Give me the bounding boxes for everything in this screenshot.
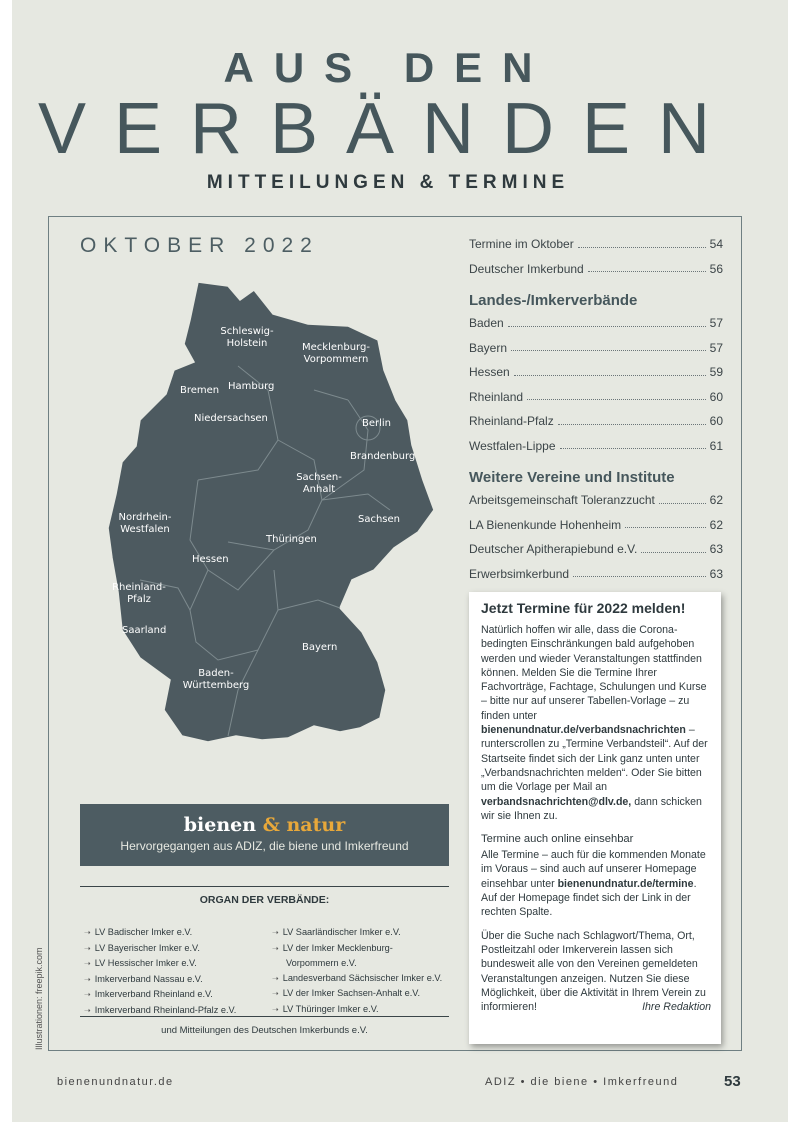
toc-section-heading: Weitere Vereine und Institute [469,469,675,486]
germany-map [78,270,468,800]
list-item: ➝ LV der Imker Mecklenburg- [272,942,393,953]
list-item: ➝ LV Saarländischer Imker e.V. [272,927,401,937]
organ-list-right [272,925,442,1018]
list-item: ➝ Imkerverband Nassau e.V. [84,973,203,984]
info-subheading: Termine auch online einsehbar [481,833,634,846]
map-label-thueringen: Thüringen [266,534,317,545]
page-title: VERBÄNDEN [37,89,739,169]
map-label-saarland: Saarland [122,625,167,636]
toc-entry[interactable]: LA Bienenkunde Hohenheim 62 [469,517,723,532]
issue-month: OKTOBER 2022 [80,234,319,257]
brand-banner [80,804,449,866]
info-paragraph: Über die Suche nach Schlagwort/Thema, Ort, Postleitzahl oder Imkerverein lassen sich bundesweit alle von den Vereinen gemeldeten Veranstaltungen anzeigen. Nutzen Sie diese Möglichkeit, über die Aktivität in Ihrem Verein zu informieren! Ihre Redaktion [481,929,711,1014]
page-subtitle: MITTEILUNGEN & TERMINE [206,172,570,193]
list-item: ➝ LV der Imker Sachsen-Anhalt e.V. [272,988,421,999]
list-item: ➝ LV Thüringer Imker e.V. [272,1003,379,1014]
map-label-rheinland-pfalz: Rheinland-Pfalz [112,582,166,605]
info-box-title: Jetzt Termine für 2022 melden! [481,600,686,616]
signature: Ihre Redaktion [642,1001,711,1014]
toc-entry[interactable]: Rheinland-Pfalz 60 [469,414,723,429]
divider [80,886,449,887]
map-label-schleswig-holstein: Schleswig-Holstein [220,326,274,349]
map-label-brandenburg: Brandenburg [350,451,416,462]
list-item: ➝ Imkerverband Rheinland e.V. [84,989,213,1000]
toc-entry[interactable]: Bayern 57 [469,340,723,355]
link-verbandsnachrichten[interactable]: bienenundnatur.de/verbandsnachrichten [481,724,686,737]
list-item: ➝ LV Hessischer Imker e.V. [84,958,197,969]
map-label-nordrhein-westfalen: Nordrhein-Westfalen [118,512,172,535]
toc-entry[interactable]: Hessen 59 [469,365,723,380]
map-label-bayern: Bayern [302,642,338,653]
map-label-sachsen: Sachsen [358,514,401,525]
link-termine[interactable]: bienenundnatur.de/termine [557,877,694,890]
map-label-sachsen-anhalt: Sachsen-Anhalt [296,472,342,495]
list-item: ➝ LV Bayerischer Imker e.V. [84,942,200,953]
map-label-bremen: Bremen [180,385,220,396]
map-label-berlin: Berlin [362,418,392,429]
brand-tagline: Hervorgegangen aus ADIZ, die biene und Imkerfreund [120,839,409,853]
info-box [469,592,721,1044]
toc-entry[interactable]: Baden 57 [469,316,723,331]
list-item: ➝ LV Badischer Imker e.V. [84,927,193,937]
map-label-hessen: Hessen [192,554,229,565]
list-item: Vorpommern e.V. [286,958,357,969]
toc-entry[interactable]: Deutscher Apitherapiebund e.V. 63 [469,542,723,557]
map-label-niedersachsen: Niedersachsen [194,413,268,424]
page-number: 53 [724,1073,741,1090]
map-label-mecklenburg-vorpommern: Mecklenburg-Vorpommern [302,342,370,365]
toc-entry[interactable]: Erwerbsimkerbund 63 [469,566,723,581]
list-item: ➝ Landesverband Sächsischer Imker e.V. [272,972,443,983]
info-paragraph: Natürlich hoffen wir alle, dass die Corona-bedingten Einschränkungen bald aufgehoben werden und wieder Veranstaltungen stattfinden können. Melden Sie die Termine Ihrer Fachvorträge, Fachtage, Schulungen und Kurse – bitte nur auf unserer Tabellen-Vorlage – zu finden unter bienenundnatur.de/verbandsnachrichten – runterscrollen zu „Termine Verbandsteil“. Auf der Startseite findet sich der Link ganz unten unter „Verbandsnachrichten melden“. Oder Sie bitten um die Vorlage per Mail an verbandsnachrichten@dlv.de, dann schicken wir sie Ihnen zu. [481,624,708,822]
map-label-baden-wuerttemberg: Baden-Württemberg [182,668,250,691]
table-of-contents [469,232,723,586]
footer-url: bienenundnatur.de [57,1076,174,1088]
info-paragraph: Alle Termine – auch für die kommenden Monate im Voraus – sind auch auf unserer Homepage einsehbar unter bienenundnatur.de/termine. Auf der Homepage findet sich der Link in der rechten Spalte. [481,849,706,919]
mail-link[interactable]: verbandsnachrichten@dlv.de, [481,795,632,808]
footer-publication: ADIZ • die biene • Imkerfreund [485,1076,679,1088]
organ-list-left [84,925,236,1019]
toc-entry[interactable]: Termine im Oktober 54 [469,237,723,252]
organ-heading: ORGAN DER VERBÄNDE: [199,894,330,906]
toc-section-heading: Landes-/Imkerverbände [469,292,638,309]
organ-footer: und Mitteilungen des Deutschen Imkerbunds e.V. [161,1025,368,1036]
toc-entry[interactable]: Deutscher Imkerbund 56 [469,261,723,276]
brand-logo: bienen & natur [183,814,346,836]
toc-entry[interactable]: Arbeitsgemeinschaft Toleranzzucht 62 [469,493,723,508]
title-top: AUS DEN [223,44,553,91]
toc-entry[interactable]: Westfalen-Lippe 61 [469,438,723,453]
illustration-credit: Illustrationen: freepik.com [34,947,44,1050]
list-item: ➝ Imkerverband Rheinland-Pfalz e.V. [84,1004,237,1015]
map-label-hamburg: Hamburg [228,381,275,392]
divider [80,1016,449,1017]
toc-entry[interactable]: Rheinland 60 [469,389,723,404]
